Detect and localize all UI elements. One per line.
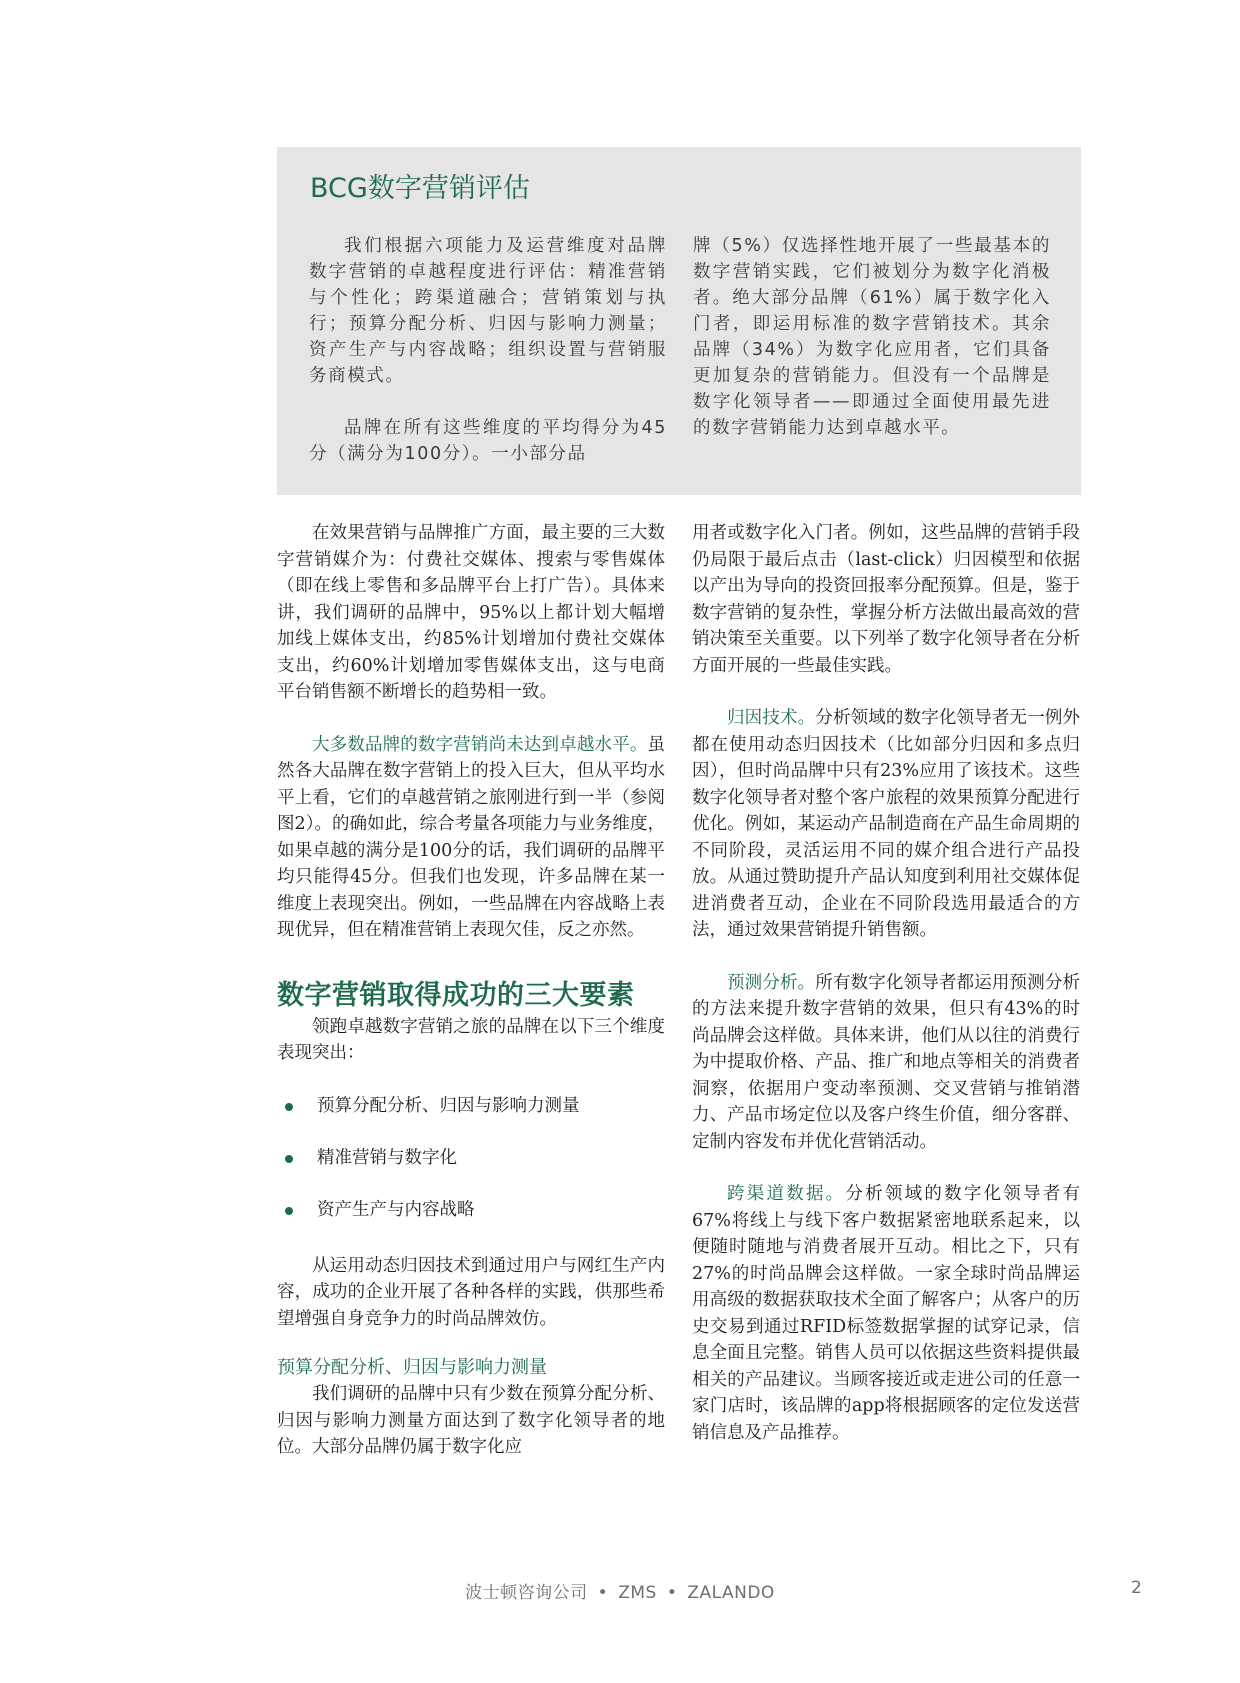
box-paragraph: 牌（5%）仅选择性地开展了一些最基本的数字营销实践，它们被划分为数字化消极者。绝大部分品牌（61%）属于数字化入门者，即运用标准的数字营销技术。其余品牌（34%）为数字化应用者，它们具备更加复杂的营销能力。但没有一个品牌是数字化领导者——即通过全面使用最先进的数字营销能力达到卓越水平。 (693, 236, 1051, 438)
body-paragraph: 领跑卓越数字营销之旅的品牌在以下三个维度表现突出： (277, 1016, 665, 1063)
section-heading: 数字营销取得成功的三大要素 (277, 979, 635, 1011)
box-left-column (309, 233, 667, 467)
list-item-label: 资产生产与内容战略 (317, 1199, 475, 1220)
list-item (277, 1197, 665, 1223)
paragraph-lead: 大多数品牌的数字营销尚未达到卓越水平。 (312, 734, 648, 755)
subsection-heading: 预算分配分析、归因与影响力测量 (277, 1357, 547, 1378)
list-item (277, 1093, 665, 1119)
bullet-icon (285, 1207, 293, 1215)
body-paragraph: 在效果营销与品牌推广方面，最主要的三大数字营销媒介为：付费社交媒体、搜索与零售媒体（即在线上零售和多品牌平台上打广告）。具体来讲，我们调研的品牌中，95%以上都计划大幅增加线上媒体支出，约85%计划增加付费社交媒体支出，约60%计划增加零售媒体支出，这与电商平台销售额不断增长的趋势相一致。 (277, 523, 665, 702)
right-column (692, 520, 1080, 1446)
bullet-icon (285, 1155, 293, 1163)
box-right-column (693, 233, 1051, 441)
body-paragraph (277, 732, 665, 944)
bullet-list (277, 1093, 665, 1223)
paragraph-lead: 跨渠道数据。 (727, 1184, 846, 1204)
paragraph-body: 分析领域的数字化领导者无一例外都在使用动态归因技术（比如部分归因和多点归因），但时尚品牌中只有23%应用了该技术。这些数字化领导者对整个客户旅程的效果预算分配进行优化。例如，某运动产品制造商在产品生命周期的不同阶段，灵活运用不同的媒介组合进行产品投放。从通过赞助提升产品认知度到利用社交媒体促进消费者互动，企业在不同阶段选用最适合的方法，通过效果营销提升销售额。 (692, 708, 1081, 940)
list-item (277, 1145, 665, 1171)
body-paragraph: 从运用动态归因技术到通过用户与网红生产内容，成功的企业开展了各种各样的实践，供那些希望增强自身竞争力的时尚品牌效仿。 (277, 1255, 665, 1329)
bullet-icon (285, 1103, 293, 1111)
paragraph-body: 分析领域的数字化领导者有67%将线上与线下客户数据紧密地联系起来，以便随时随地与消费者展开互动。相比之下，只有27%的时尚品牌会这样做。一家全球时尚品牌运用高级的数据获取技术全面了解客户；从客户的历史交易到通过RFID标签数据掌握的试穿记录，信息全面且完整。销售人员可以依据这些资料提供最相关的产品建议。当顾客接近或走进公司的任意一家门店时，该品牌的app将根据顾客的定位发送营销信息及产品推荐。 (692, 1184, 1081, 1443)
footer-separator: • (597, 1583, 609, 1603)
paragraph-body: 所有数字化领导者都运用预测分析的方法来提升数字营销的效果，但只有43%的时尚品牌会这样做。具体来讲，他们从以往的消费行为中提取价格、产品、推广和地点等相关的消费者洞察，依据用户变动率预测、交叉营销与推销潜力、产品市场定位以及客户终生价值，细分客群、定制内容发布并优化营销活动。 (692, 972, 1081, 1152)
box-paragraph: 品牌在所有这些维度的平均得分为45分（满分为100分）。一小部分品 (309, 418, 667, 464)
body-paragraph: 我们调研的品牌中只有少数在预算分配分析、归因与影响力测量方面达到了数字化领导者的地位。大部分品牌仍属于数字化应 (277, 1384, 665, 1457)
body-paragraph (692, 1181, 1080, 1446)
left-column (277, 520, 665, 1461)
footer-org: 波士顿咨询公司 (465, 1583, 588, 1603)
paragraph-body: 虽然各大品牌在数字营销上的投入巨大，但从平均水平上看，它们的卓越营销之旅刚进行到一半（参阅图2）。的确如此，综合考量各项能力与业务维度，如果卓越的满分是100分的话，我们调研的品牌平均只能得45分。但我们也发现，许多品牌在某一维度上表现突出。例如，一些品牌在内容战略上表现优异，但在精准营销上表现欠佳，反之亦然。 (277, 734, 665, 940)
paragraph-lead: 预测分析。 (727, 972, 816, 993)
page-footer (0, 1578, 1240, 1603)
list-item-label: 精准营销与数字化 (317, 1147, 457, 1168)
paragraph-lead: 归因技术。 (727, 708, 816, 728)
box-paragraph: 我们根据六项能力及运营维度对品牌数字营销的卓越程度进行评估：精准营销与个性化；跨渠道融合；营销策划与执行；预算分配分析、归因与影响力测量；资产生产与内容战略；组织设置与营销服务商模式。 (309, 236, 667, 386)
box-title: BCG数字营销评估 (310, 173, 530, 204)
body-paragraph: 用者或数字化入门者。例如，这些品牌的营销手段仍局限于最后点击（last-click）归因模型和依据以产出为导向的投资回报率分配预算。但是，鉴于数字营销的复杂性，掌握分析方法做出最高效的营销决策至关重要。以下列举了数字化领导者在分析方面开展的一些最佳实践。 (692, 523, 1080, 676)
page-number: 2 (1131, 1578, 1142, 1598)
list-item-label: 预算分配分析、归因与影响力测量 (317, 1095, 580, 1116)
footer-org: ZMS (618, 1583, 657, 1603)
footer-org: ZALANDO (687, 1583, 775, 1603)
body-paragraph (692, 970, 1080, 1156)
footer-separator: • (666, 1583, 678, 1603)
sidebar-box (277, 147, 1081, 495)
body-paragraph (692, 705, 1080, 944)
